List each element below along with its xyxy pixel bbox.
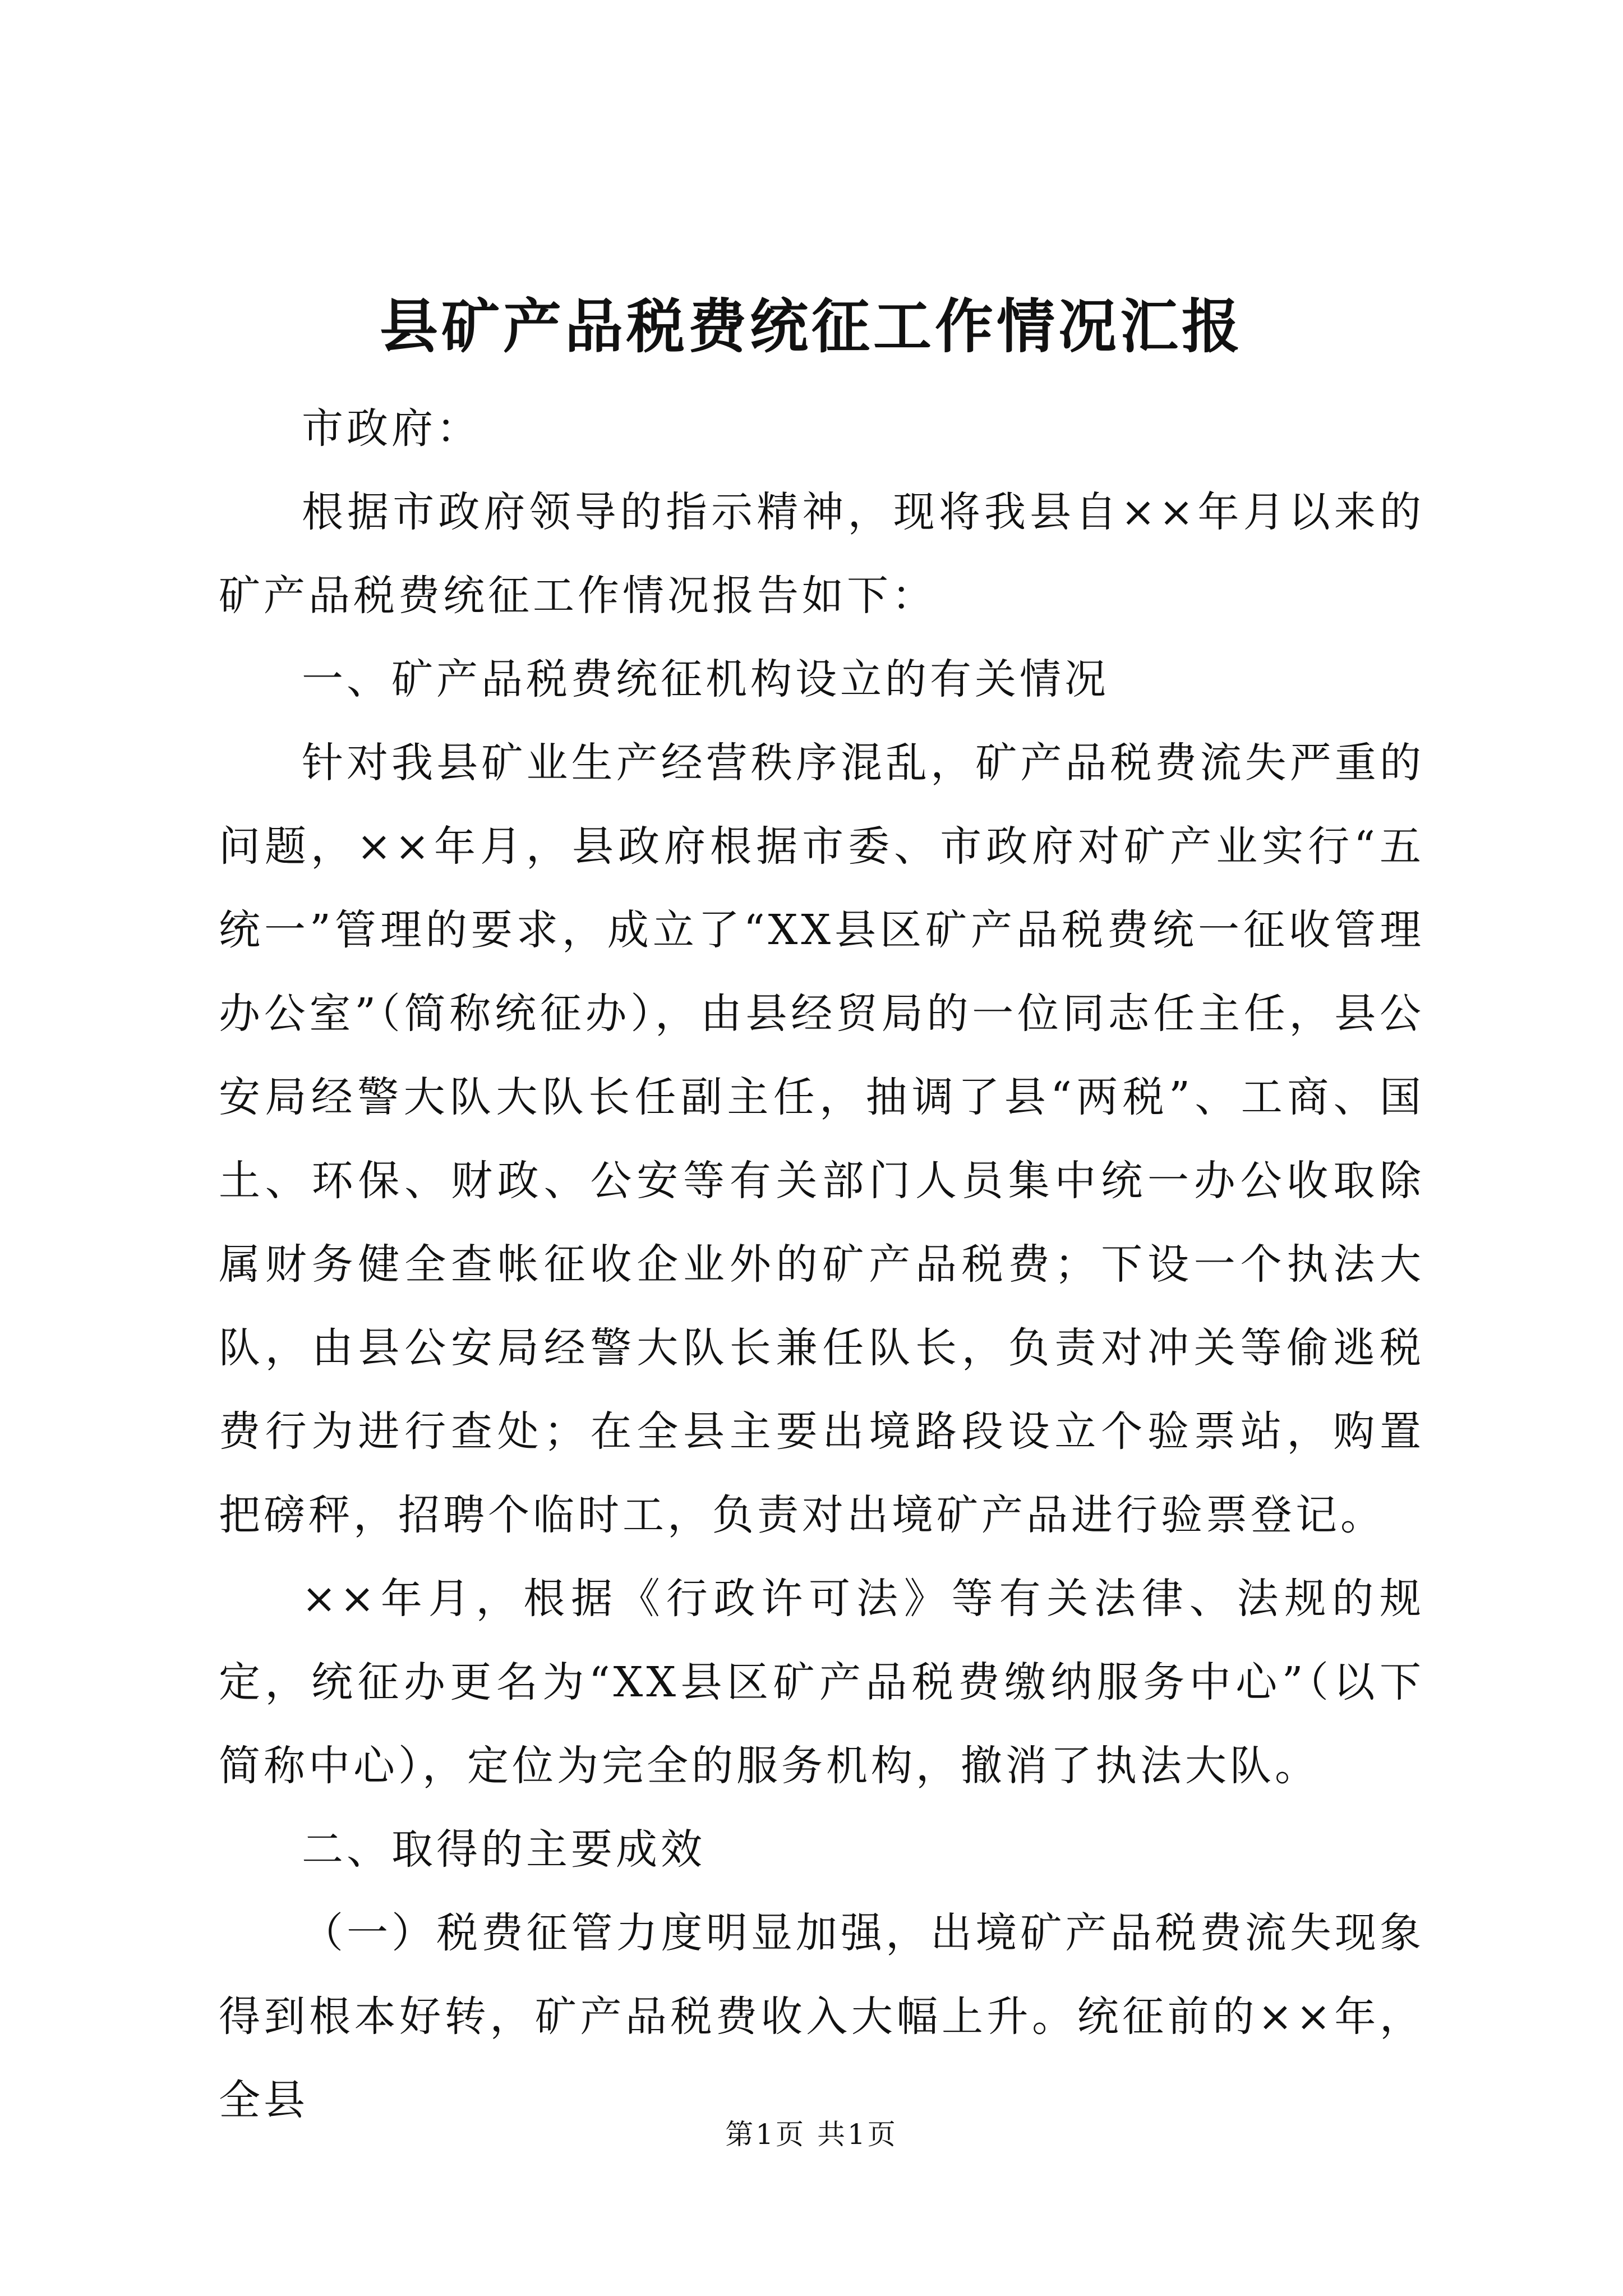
section-1-paragraph-1: 针对我县矿业生产经营秩序混乱，矿产品税费流失严重的问题，××年月，县政府根据市委、市政府对矿产业实行“五统一”管理的要求，成立了“XX县区矿产品税费统一征收管理办公室”（简称统征办），由县经贸局的一位同志任主任，县公安局经警大队大队长任副主任，抽调了县“两税”、工商、国土、环保、财政、公安等有关部门人员集中统一办公收取除属财务健全查帐征收企业外的矿产品税费；下设一个执法大队，由县公安局经警大队长兼任队长，负责对冲关等偷逃税费行为进行查处；在全县主要出境路段设立个验票站，购置把磅秤，招聘个临时工，负责对出境矿产品进行验票登记。 [219,739,1424,1539]
intro-paragraph: 根据市政府领导的指示精神，现将我县自××年月以来的矿产品税费统征工作情况报告如下： [219,488,1424,620]
document-title: 县矿产品税费统征工作情况汇报 [379,292,1243,361]
section-2-paragraph-1: （一）税费征管力度明显加强，出境矿产品税费流失现象得到根本好转，矿产品税费收入大幅上升。统征前的××年，全县 [219,1909,1424,2124]
section-1-paragraph-2: ××年月，根据《行政许可法》等有关法律、法规的规定，统征办更名为“XX县区矿产品税费缴纳服务中心”（以下简称中心），定位为完全的服务机构，撤消了执法大队。 [219,1575,1424,1790]
page-footer: 第1页 共1页 [725,2118,898,2151]
document-body [219,387,1424,2142]
salutation-paragraph: 市政府： [302,404,481,453]
section-heading-2: 二、取得的主要成效 [302,1825,706,1874]
section-heading-1: 一、矿产品税费统征机构设立的有关情况 [302,655,1109,703]
